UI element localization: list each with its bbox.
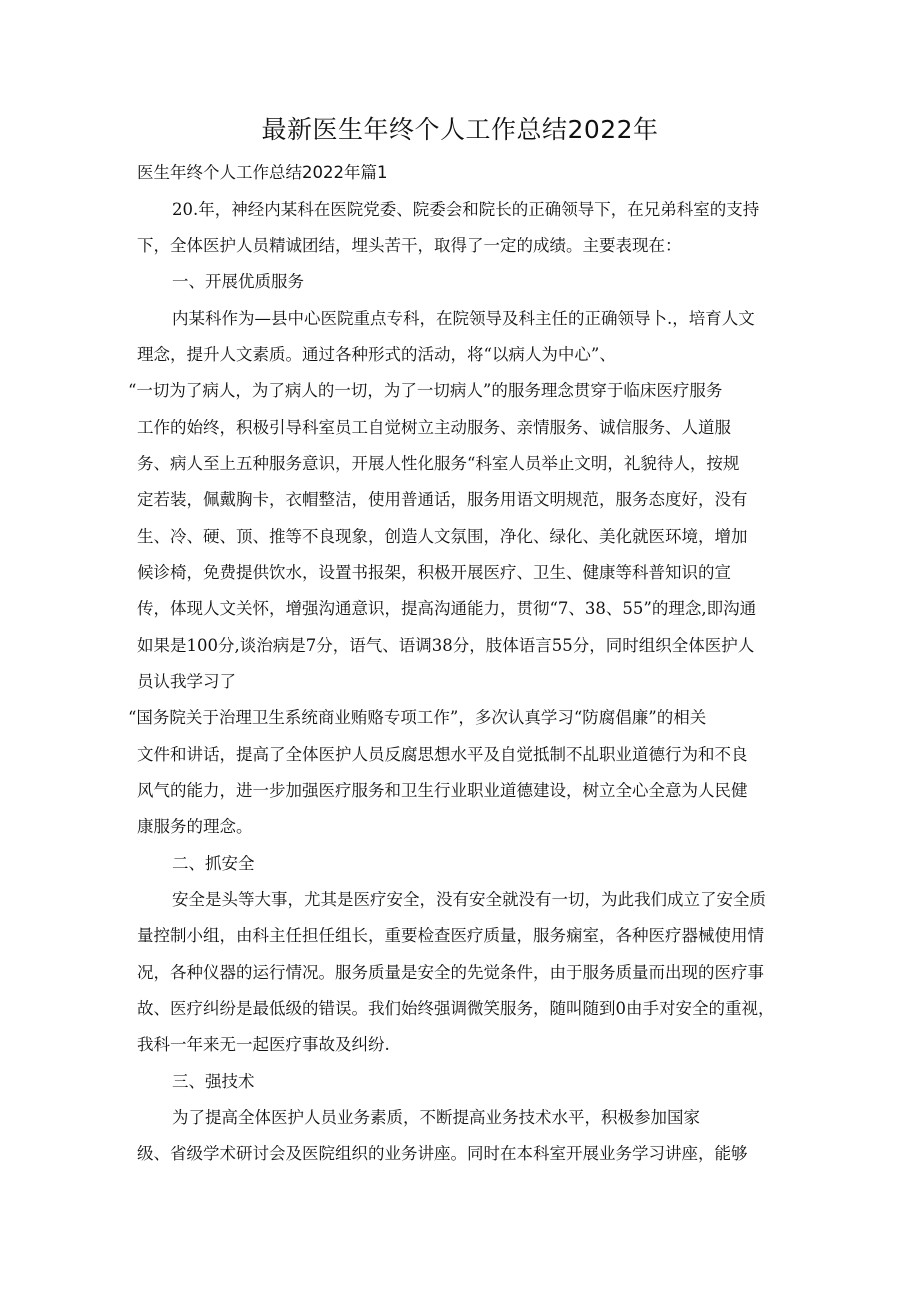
body-line: 生、冷、硬、顶、推等不良现象，创造人文氛围，净化、绿化、美化就医环境，增加 xyxy=(137,527,748,546)
body-line: 为了提高全体医护人员业务素质，不断提高业务技术水平，积极参加国家 xyxy=(172,1108,700,1127)
section-heading: 一、开展优质服务 xyxy=(172,272,304,291)
body-line: 如果是100分,谈治病是7分，语气、语调38分，肢体语言55分，同时组织全体医护人 xyxy=(137,636,755,655)
body-line: 康服务的理念。 xyxy=(137,817,253,836)
body-line: 候诊椅，免费提供饮水，设置书报架，积极开展医疗、卫生、健康等科普知识的宣 xyxy=(137,563,731,582)
body-line: 量控制小组，由科主任担任组长，重要检查医疗质量，服务痫室，各种医疗器械使用情 xyxy=(137,926,764,945)
body-line: 务、病人至上五种服务意识，开展人性化服务“科室人员举止文明，礼貌待人，按规 xyxy=(137,454,740,473)
body-line: 传，体现人文关怀，增强沟通意识，提高沟通能力，贯彻“7、38、55”的理念,即沟通 xyxy=(137,599,757,618)
body-line: 我科一年来无一起医疗事故及纠纷. xyxy=(137,1035,390,1054)
body-line: “一切为了病人，为了病人的一切，为了一切病人”的服务理念贯穿于临床医疗服务 xyxy=(128,381,723,400)
section-heading: 二、抓安全 xyxy=(172,854,255,873)
body-line: 员认我学习了 xyxy=(137,672,236,691)
body-line: 安全是头等大事，尤其是医疗安全，没有安全就没有一切，为此我们成立了安全质 xyxy=(172,890,766,909)
body-line: 理念，提升人文素质。通过各种形式的活动，将“以病人为中心”、 xyxy=(137,345,616,364)
body-line: 下，全体医护人员精诚团结，埋头苦干，取得了一定的成绩。主要表现在： xyxy=(137,236,682,255)
section-heading: 三、强技术 xyxy=(172,1072,255,1091)
body-line: 文件和讲话，提高了全体医护人员反腐思想水平及自觉抵制不乩职业道德行为和不良 xyxy=(137,745,748,764)
body-line: 级、省级学术研讨会及医院组织的业务讲座。同时在本科室开展业务学习讲座，能够 xyxy=(137,1144,748,1163)
body-line: 况，各种仪器的运行情况。服务质量是安全的先觉条件，由于服务质量而出现的医疗事 xyxy=(137,963,764,982)
body-line: 工作的始终，积极引导科室员工自觉树立主动服务、亲情服务、诚信服务、人道服 xyxy=(137,418,731,437)
document-title: 最新医生年终个人工作总结2022年 xyxy=(261,115,659,144)
document-subtitle: 医生年终个人工作总结2022年篇1 xyxy=(137,163,388,182)
body-line: “国务院关于治理卫生系统商业贿赂专项工作”，多次认真学习“防腐倡廉”的相关 xyxy=(128,708,707,727)
body-line: 风气的能力，进一步加强医疗服务和卫生行业职业道德建设，树立全心全意为人民健 xyxy=(137,781,748,800)
body-line: 定若装，佩戴胸卡，衣帽整洁，使用普通话，服务用语文明规范，服务态度好，没有 xyxy=(137,490,748,509)
body-line: 20.年，神经内某科在医院党委、院委会和院长的正确领导下，在兄弟科室的支持 xyxy=(172,200,760,219)
body-line: 内某科作为—县中心医院重点专科，在院领导及科主任的正确领导卜.，培育人文 xyxy=(172,309,755,328)
body-line: 故、医疗纠纷是最低级的错误。我们始终强调微笑服务，随叫随到0由手对安全的重视， xyxy=(137,999,775,1018)
